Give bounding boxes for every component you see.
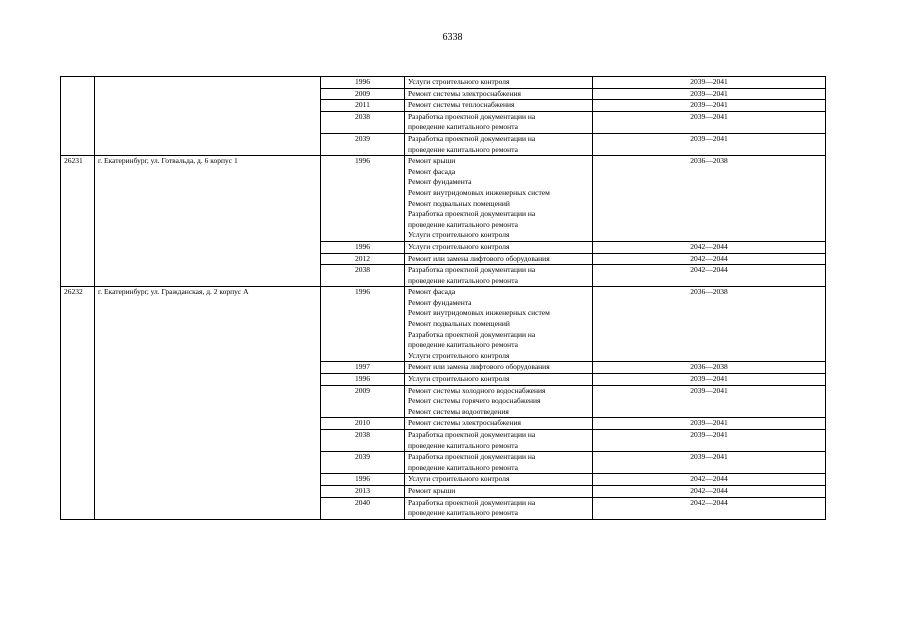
work-type-line: Разработка проектной документации на [408,133,536,143]
work-type-cell [405,385,593,418]
work-type-line: проведение капитального ремонта [408,462,518,472]
building-number-cell: 26231 [61,156,95,287]
work-type-cell [405,111,593,133]
year-cell: 2038 [321,265,405,287]
year-cell: 2009 [321,385,405,418]
work-type-line: Ремонт подвальных помещений [408,198,510,208]
work-type-line: проведение капитального ремонта [408,122,518,132]
period-cell: 2039—2041 [593,88,826,100]
work-type-line: Разработка проектной документации на [408,430,536,439]
year-cell: 1996 [321,374,405,386]
year-cell: 2039 [321,133,405,155]
work-type-line: Разработка проектной документации на [408,111,536,121]
work-type-cell [405,485,593,497]
work-type-cell [405,430,593,452]
period-cell: 2042—2044 [593,265,826,287]
work-type-cell [405,287,593,362]
period-cell: 2039—2041 [593,418,826,430]
period-cell: 2039—2041 [593,133,826,155]
work-type-cell [405,100,593,112]
work-type-line: проведение капитального ремонта [408,144,518,154]
work-type-cell [405,77,593,89]
work-type-cell [405,265,593,287]
period-cell: 2042—2044 [593,253,826,265]
period-cell: 2039—2041 [593,374,826,386]
work-type-line: Ремонт фасада [408,166,456,176]
work-type-line: Ремонт системы водоотведения [408,406,509,416]
work-type-line: Ремонт системы электроснабжения [408,88,521,98]
year-cell: 2039 [321,452,405,474]
year-cell: 2038 [321,111,405,133]
period-cell: 2042—2044 [593,241,826,253]
work-type-line: Ремонт фундамента [408,177,472,187]
work-type-line: Разработка проектной документации на [408,329,536,339]
year-cell: 1996 [321,77,405,89]
work-type-line: Ремонт или замена лифтового оборудования [408,253,550,263]
table-row [61,287,826,362]
period-cell: 2042—2044 [593,497,826,519]
work-type-line: Ремонт системы горячего водоснабжения [408,396,541,406]
year-cell: 1996 [321,241,405,253]
work-type-line: Ремонт фасада [408,287,456,297]
period-cell: 2039—2041 [593,100,826,112]
page-number: 6338 [442,32,463,43]
table-row [61,156,826,242]
period-cell: 2039—2041 [593,385,826,418]
capital-repair-table [60,76,826,520]
work-type-line: Ремонт крыши [408,485,456,495]
work-type-cell [405,156,593,242]
work-type-cell [405,374,593,386]
work-type-cell [405,452,593,474]
year-cell: 2013 [321,485,405,497]
year-cell: 1997 [321,362,405,374]
work-type-line: Разработка проектной документации на [408,497,536,507]
work-type-line: Ремонт подвальных помещений [408,319,510,329]
year-cell: 2038 [321,430,405,452]
work-type-line: Ремонт системы теплоснабжения [408,100,515,110]
work-type-line: Ремонт внутридомовых инженерных систем [408,308,550,318]
work-type-line: Услуги строительного контроля [408,230,510,240]
work-type-line: проведение капитального ремонта [408,440,518,450]
work-type-line: Услуги строительного контроля [408,374,510,384]
work-type-line: Услуги строительного контроля [408,474,510,484]
building-address-cell: г. Екатеринбург, ул. Гражданская, д. 2 корпус А [95,287,321,519]
year-cell: 2012 [321,253,405,265]
work-type-cell [405,241,593,253]
work-type-line: Разработка проектной документации на [408,209,536,219]
work-type-line: Разработка проектной документации на [408,452,536,462]
period-cell: 2039—2041 [593,430,826,452]
year-cell: 1996 [321,287,405,362]
period-cell: 2036—2038 [593,362,826,374]
year-cell: 2040 [321,497,405,519]
work-type-line: проведение капитального ремонта [408,219,518,229]
work-type-line: Ремонт системы электроснабжения [408,418,521,428]
work-type-line: Ремонт крыши [408,156,456,166]
work-type-line: Разработка проектной документации на [408,265,536,275]
building-address-cell: г. Екатеринбург, ул. Готвальда, д. 6 корпус 1 [95,156,321,287]
work-type-cell [405,362,593,374]
year-cell: 2011 [321,100,405,112]
building-number-cell: 26232 [61,287,95,519]
work-type-cell [405,497,593,519]
work-type-line: проведение капитального ремонта [408,508,518,518]
work-type-line: Ремонт внутридомовых инженерных систем [408,187,550,197]
work-type-line: проведение капитального ремонта [408,275,518,285]
year-cell: 1996 [321,156,405,242]
year-cell: 1996 [321,474,405,486]
year-cell: 2009 [321,88,405,100]
work-type-cell [405,253,593,265]
work-type-cell [405,418,593,430]
period-cell: 2042—2044 [593,485,826,497]
work-type-line: Ремонт системы холодного водоснабжения [408,385,546,395]
table-body [61,77,826,520]
work-type-line: Услуги строительного контроля [408,350,510,360]
work-type-cell [405,88,593,100]
year-cell: 2010 [321,418,405,430]
period-cell: 2036—2038 [593,156,826,242]
period-cell: 2039—2041 [593,452,826,474]
work-type-cell [405,474,593,486]
building-number-cell [61,77,95,156]
building-address-cell [95,77,321,156]
period-cell: 2039—2041 [593,77,826,89]
work-type-line: Услуги строительного контроля [408,77,510,86]
period-cell: 2042—2044 [593,474,826,486]
work-type-line: Ремонт фундамента [408,297,472,307]
work-type-line: Услуги строительного контроля [408,241,510,251]
table-row [61,77,826,89]
period-cell: 2036—2038 [593,287,826,362]
work-type-cell [405,133,593,155]
work-type-line: Ремонт или замена лифтового оборудования [408,362,550,372]
period-cell: 2039—2041 [593,111,826,133]
work-type-line: проведение капитального ремонта [408,340,518,350]
